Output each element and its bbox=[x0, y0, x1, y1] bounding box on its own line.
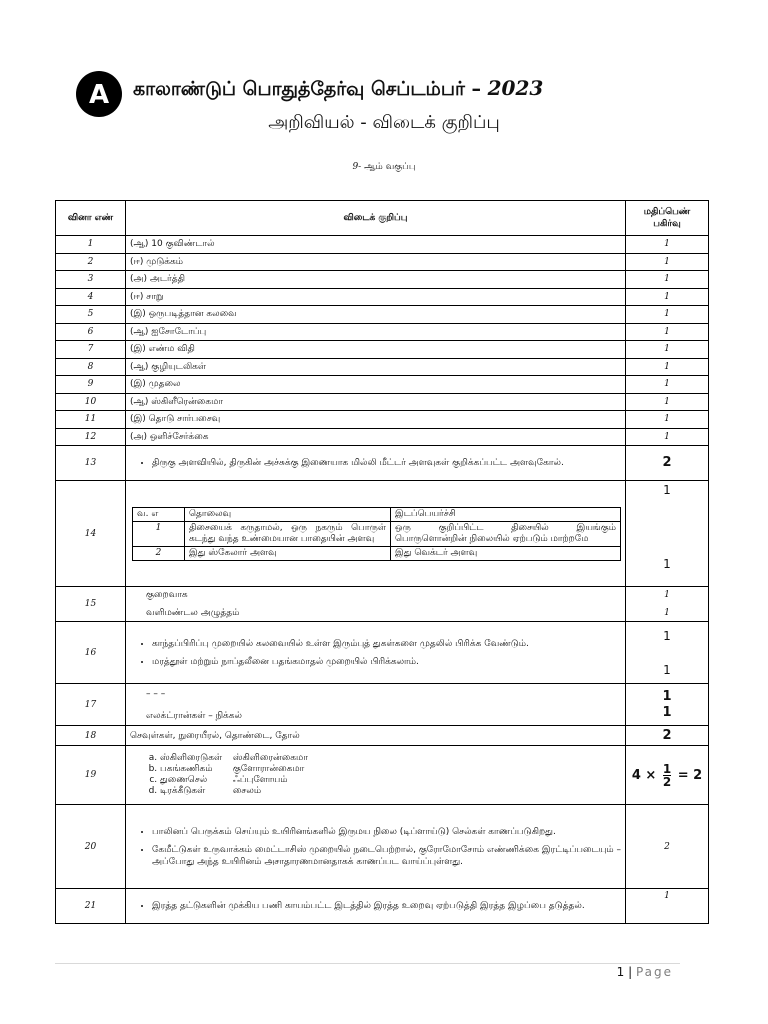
answer-text: (இ) முதலை bbox=[126, 376, 626, 394]
grade-number: 9- bbox=[352, 162, 362, 172]
marks: 1 bbox=[626, 306, 709, 324]
marks: 2 bbox=[626, 446, 709, 481]
page-word: Page bbox=[635, 965, 673, 979]
answer-cell bbox=[126, 587, 626, 622]
marks: 1 bbox=[626, 253, 709, 271]
answer-text: (அ) அடர்த்தி bbox=[126, 271, 626, 289]
exam-title-text: காலாண்டுப் பொதுத்தேர்வு செப்டம்பர் – bbox=[133, 78, 488, 100]
svg-text:A: A bbox=[88, 80, 110, 110]
displacement-header: இடப்பெயர்ச்சி bbox=[391, 507, 621, 521]
question-number: 2 bbox=[56, 253, 126, 271]
question-number-header: வினா எண் bbox=[56, 201, 126, 236]
table-row-21 bbox=[56, 889, 709, 924]
answer-bullet: • இரத்த தட்டுகளின் முக்கிய பணி காயம்பட்ட இடத்தில் இரத்த உறைவு ஏற்படுத்தி இரத்த இழப்பை தடுத்தல். bbox=[152, 900, 621, 912]
marks: 1 bbox=[626, 236, 709, 254]
marks: 1 bbox=[662, 704, 672, 720]
question-number: 7 bbox=[56, 341, 126, 359]
table-row bbox=[56, 393, 709, 411]
grade-label bbox=[0, 162, 768, 173]
table-header-row bbox=[56, 201, 709, 236]
marks-formula bbox=[626, 746, 709, 805]
answer-cell bbox=[126, 684, 626, 726]
answer-cell bbox=[126, 446, 626, 481]
answer-bullet: • காந்தப்பிரிப்பு முறையில் கலவையில் உள்ள இரும்புத் துகள்களை முதலில் பிரிக்க வேண்டும். bbox=[152, 638, 621, 650]
page-number: 1 bbox=[616, 965, 625, 979]
displacement-cell: இது வெக்டர் அளவு bbox=[391, 546, 621, 560]
comparison-row bbox=[133, 546, 621, 560]
fraction-numerator: 1 bbox=[662, 761, 672, 776]
marks: 2 bbox=[626, 805, 709, 889]
fraction-denominator: 2 bbox=[662, 774, 672, 789]
answer-line: – – – bbox=[146, 688, 166, 699]
match-right: ஃப்புளோயம் bbox=[232, 775, 288, 785]
marks: 1 bbox=[626, 271, 709, 289]
question-number: 21 bbox=[56, 889, 126, 924]
answer-text: (இ) தொடு சார்பசைவு bbox=[126, 411, 626, 429]
footer-separator: | bbox=[624, 965, 636, 979]
table-row-17 bbox=[56, 684, 709, 726]
table-row bbox=[56, 323, 709, 341]
footer-divider bbox=[55, 963, 680, 964]
marks: 1 bbox=[626, 411, 709, 429]
table-row bbox=[56, 253, 709, 271]
marks: 1 bbox=[663, 628, 671, 643]
question-number: 9 bbox=[56, 376, 126, 394]
match-list bbox=[130, 753, 621, 797]
marks: 1 bbox=[663, 662, 671, 677]
distance-cell: இது ஸ்கேலார் அளவு bbox=[185, 546, 391, 560]
match-right: சைலம் bbox=[232, 786, 262, 796]
marks-cell bbox=[626, 622, 709, 684]
answer-cell bbox=[126, 746, 626, 805]
marks: 1 bbox=[626, 323, 709, 341]
question-number: 5 bbox=[56, 306, 126, 324]
comparison-row bbox=[133, 521, 621, 546]
table-row bbox=[56, 288, 709, 306]
answer-text: (அ) ஒளிச்சேர்க்கை bbox=[126, 428, 626, 446]
answer-line: வளிமண்டல அழுத்தம் bbox=[146, 608, 240, 618]
question-number: 13 bbox=[56, 446, 126, 481]
answer-text: (ஆ) ஐசோடோப்பு bbox=[126, 323, 626, 341]
answer-text: (ஆ) 10 குவிண்டால் bbox=[126, 236, 626, 254]
answer-header: விடைக் குறிப்பு bbox=[126, 201, 626, 236]
distance-cell: திசையைக் கருதாமல், ஒரு நகரும் பொருள் கடந்து வந்த உண்மையான பாதையின் அளவு bbox=[185, 521, 391, 546]
answer-key-table bbox=[55, 200, 709, 924]
answer-cell bbox=[126, 889, 626, 924]
marks: 1 bbox=[626, 393, 709, 411]
answer-cell bbox=[126, 481, 626, 587]
question-number: 20 bbox=[56, 805, 126, 889]
question-number: 3 bbox=[56, 271, 126, 289]
grade-text: ஆம் வகுப்பு bbox=[361, 162, 416, 172]
comparison-table bbox=[132, 507, 621, 561]
match-item bbox=[160, 775, 621, 786]
page-header bbox=[0, 70, 768, 180]
page-footer bbox=[617, 965, 673, 979]
answer-bullet: • மரத்தூள் மற்றும் நாப்தலீனை பதங்கமாதல் முறையில் பிரிக்கலாம். bbox=[152, 656, 621, 668]
formula-times: × bbox=[645, 767, 657, 783]
question-number: 10 bbox=[56, 393, 126, 411]
exam-title bbox=[133, 76, 543, 103]
formula-result: = 2 bbox=[677, 767, 703, 783]
subject-subtitle: அறிவியல் - விடைக் குறிப்பு bbox=[268, 112, 500, 133]
marks: 1 bbox=[663, 483, 671, 497]
table-row bbox=[56, 411, 709, 429]
question-number: 8 bbox=[56, 358, 126, 376]
question-number: 19 bbox=[56, 746, 126, 805]
displacement-cell: ஒரு குறிப்பிட்ட திசையில் இயங்கும் பொருளொன்றின் நிலையில் ஏற்படும் மாற்றமே bbox=[391, 521, 621, 546]
answer-bullet: • பாலினப் பெருக்கம் செய்யும் உயிரினங்களில் இருமய நிலை (டிப்ளாய்டு) செல்கள் காணப்படுகிறது. bbox=[152, 826, 621, 838]
table-row-20 bbox=[56, 805, 709, 889]
formula-fraction bbox=[663, 763, 671, 788]
table-row-16 bbox=[56, 622, 709, 684]
table-row bbox=[56, 358, 709, 376]
answer-cell bbox=[126, 622, 626, 684]
marks: 1 bbox=[664, 608, 670, 618]
match-right: ஸ்கிளிரைன்கைமா bbox=[232, 753, 308, 763]
answer-text: செவுள்கள், நுரையீரல், தொண்டை, தோல் bbox=[126, 726, 626, 746]
question-number: 11 bbox=[56, 411, 126, 429]
serial-header: வ. எ bbox=[133, 507, 185, 521]
question-number: 14 bbox=[56, 481, 126, 587]
question-number: 12 bbox=[56, 428, 126, 446]
marks: 2 bbox=[626, 726, 709, 746]
match-right: குளோரான்கைமா bbox=[232, 764, 305, 774]
answer-text: (ஈ) சாறு bbox=[126, 288, 626, 306]
marks-cell bbox=[626, 684, 709, 726]
question-number: 18 bbox=[56, 726, 126, 746]
answer-text: (இ) எண்ம விதி bbox=[126, 341, 626, 359]
marks: 1 bbox=[662, 688, 672, 704]
marks-header: மதிப்பெண் பகிர்வு bbox=[626, 201, 709, 236]
question-number: 1 bbox=[56, 236, 126, 254]
match-left: டிரக்கீடுகள் bbox=[160, 786, 206, 796]
table-row bbox=[56, 306, 709, 324]
question-number: 15 bbox=[56, 587, 126, 622]
table-row bbox=[56, 236, 709, 254]
answer-text: (இ) ஒருபடித்தான கலவை bbox=[126, 306, 626, 324]
serial-number: 1 bbox=[133, 521, 185, 546]
question-number: 16 bbox=[56, 622, 126, 684]
table-row-13 bbox=[56, 446, 709, 481]
marks: 1 bbox=[626, 341, 709, 359]
answer-text: (ஈ) முடுக்கம் bbox=[126, 253, 626, 271]
answer-text: (ஆ) குழியுடலிகள் bbox=[126, 358, 626, 376]
match-left: துணைசெல் bbox=[160, 775, 208, 785]
marks: 1 bbox=[664, 590, 670, 600]
table-row-19 bbox=[56, 746, 709, 805]
answer-line: குறைவாக bbox=[146, 590, 188, 600]
answer-cell bbox=[126, 805, 626, 889]
table-row bbox=[56, 428, 709, 446]
table-row bbox=[56, 341, 709, 359]
distance-header: தொலைவு bbox=[185, 507, 391, 521]
question-number: 17 bbox=[56, 684, 126, 726]
answer-bullet: • திருகு அளவியில், திருகின் அச்சுக்கு இணையாக மில்லி மீட்டர் அளவுகள் குறிக்கப்பட்ட அளவுகோல். bbox=[152, 457, 621, 469]
table-row-14 bbox=[56, 481, 709, 587]
table-row-15 bbox=[56, 587, 709, 622]
circle-a-logo-icon bbox=[75, 70, 123, 118]
formula-coefficient: 4 bbox=[631, 767, 641, 783]
comparison-header-row bbox=[133, 507, 621, 521]
exam-year: 2023 bbox=[487, 76, 544, 100]
match-item bbox=[160, 786, 621, 797]
match-left: பகங்கணிகம் bbox=[160, 764, 213, 774]
marks: 1 bbox=[626, 376, 709, 394]
answer-text: (ஆ) ஸ்கிளீரென்கைமா bbox=[126, 393, 626, 411]
marks: 1 bbox=[626, 358, 709, 376]
serial-number: 2 bbox=[133, 546, 185, 560]
answer-line: எலக்ட்ரான்கள் – நிக்கல் bbox=[146, 710, 243, 721]
table-row bbox=[56, 271, 709, 289]
question-number: 4 bbox=[56, 288, 126, 306]
marks: 1 bbox=[663, 557, 671, 571]
question-number: 6 bbox=[56, 323, 126, 341]
table-row-18 bbox=[56, 726, 709, 746]
match-item bbox=[160, 753, 621, 764]
match-item bbox=[160, 764, 621, 775]
table-row bbox=[56, 376, 709, 394]
marks-cell bbox=[626, 481, 709, 587]
marks-cell bbox=[626, 587, 709, 622]
marks: 1 bbox=[626, 288, 709, 306]
match-left: ஸ்கிளிரைடுகள் bbox=[160, 753, 223, 763]
marks: 1 bbox=[626, 428, 709, 446]
marks: 1 bbox=[626, 889, 709, 924]
answer-bullet: • கேமீட்டுகள் உருவாக்கம் மைட்டாசிஸ் முறையில் நடைபெற்றால், குரோமோசோம் எண்ணிக்கை இரட்டிப்படையும் – அப்போது அந்த உயிரினம் அசாதாரணமானதாகக் காணப்பட வாய்ப்புள்ளது. bbox=[152, 844, 621, 868]
